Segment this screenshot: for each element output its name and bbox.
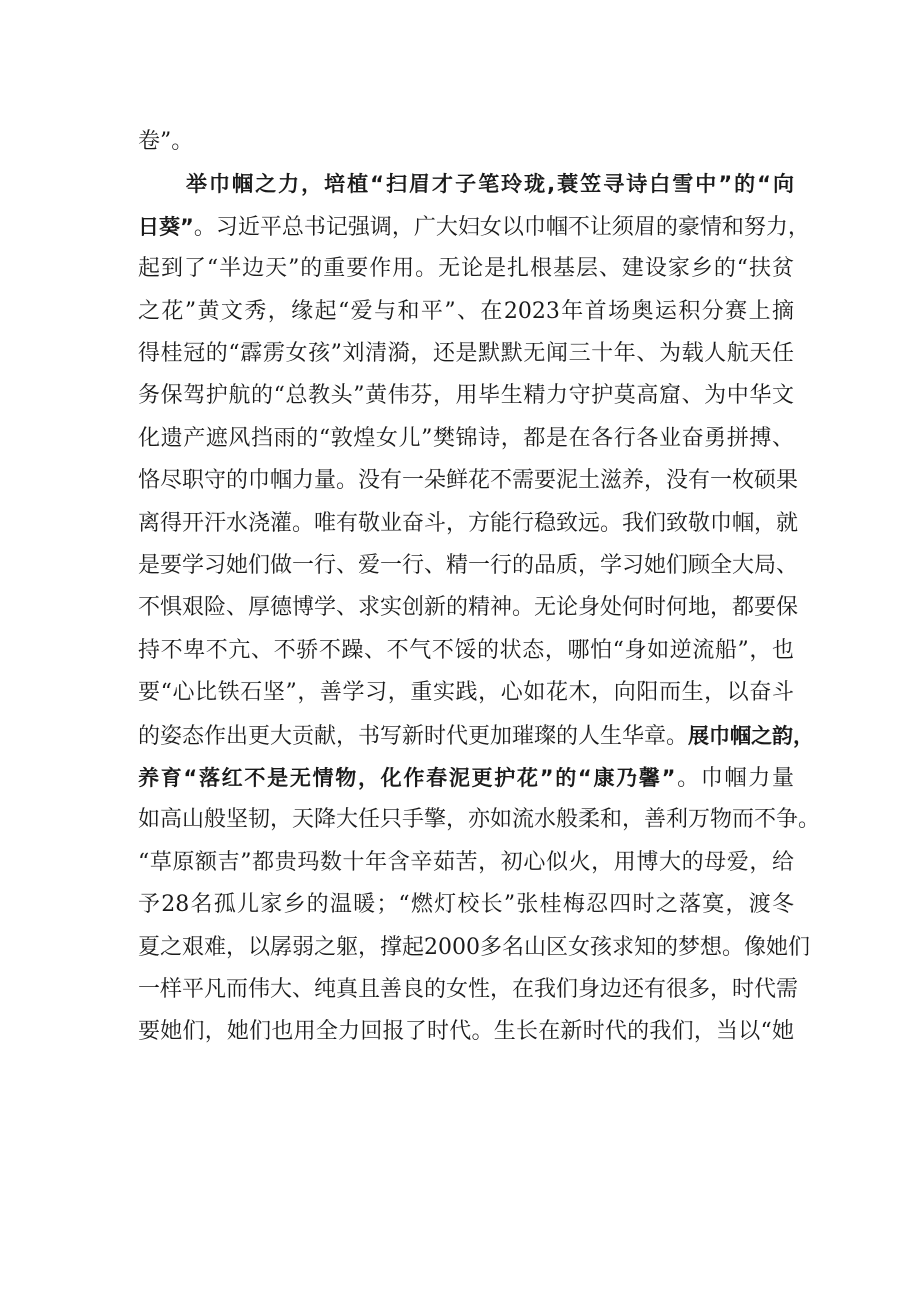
text-line bbox=[138, 761, 794, 795]
text-line bbox=[138, 422, 794, 456]
text-line bbox=[138, 549, 799, 583]
text-line bbox=[138, 125, 794, 159]
text-line bbox=[138, 1015, 794, 1049]
body-text: 夏之艰难，以孱弱之躯，撑起2000多名山区女孩求知的梦想。像她们 bbox=[138, 935, 810, 960]
body-text: 。习近平总书记强调，广大妇女以巾帼不让须眉的豪情和努力， bbox=[193, 215, 810, 240]
text-line bbox=[138, 931, 810, 965]
body-text: 。巾帼力量 bbox=[675, 766, 794, 791]
text-line bbox=[138, 676, 794, 710]
body-text: 不惧艰险、厚德博学、求实创新的精神。无论身处何时何地，都要保 bbox=[138, 595, 799, 620]
text-line bbox=[138, 888, 794, 922]
body-text: 离得开汗水浇灌。唯有敬业奋斗，方能行稳致远。我们致敬巾帼，就 bbox=[138, 511, 799, 536]
body-text: 要她们，她们也用全力回报了时代。生长在新时代的我们，当以“她 bbox=[138, 1019, 794, 1044]
text-line bbox=[186, 167, 794, 201]
text-line bbox=[138, 719, 815, 753]
text-line bbox=[138, 973, 799, 1007]
text-line bbox=[138, 507, 799, 541]
body-text: 的姿态作出更大贡献，书写新时代更加璀璨的人生华章。 bbox=[138, 724, 689, 749]
body-text: 予28名孤儿家乡的温暖；“燃灯校长”张桂梅忍四时之落寞，渡冬 bbox=[138, 892, 794, 917]
text-line bbox=[138, 846, 794, 880]
text-line bbox=[138, 803, 821, 837]
body-text: 持不卑不亢、不骄不躁、不气不馁的状态，哪怕“身如逆流船”，也 bbox=[138, 638, 794, 663]
body-text: 是要学习她们做一行、爱一行、精一行的品质，学习她们顾全大局、 bbox=[138, 553, 799, 578]
body-text: 化遗产遮风挡雨的“敦煌女儿”樊锦诗，都是在各行各业奋勇拼搏、 bbox=[138, 426, 794, 451]
text-line bbox=[138, 295, 794, 329]
body-text: 卷”。 bbox=[138, 129, 194, 154]
body-text: “草原额吉”都贵玛数十年含辛茹苦，初心似火，用博大的母爱，给 bbox=[138, 850, 794, 875]
bold-heading-text: 举巾帼之力，培植“扫眉才子笔玲珑,蓑笠寻诗白雪中”的“向 bbox=[186, 172, 794, 196]
body-text: 恪尽职守的巾帼力量。没有一朵鲜花不需要泥土滋养，没有一枚硕果 bbox=[138, 468, 799, 493]
text-line bbox=[138, 591, 799, 625]
text-line bbox=[138, 252, 794, 286]
text-line bbox=[138, 379, 794, 413]
bold-heading-text: 日葵” bbox=[138, 215, 194, 239]
text-line bbox=[138, 337, 794, 371]
bold-heading-text: 养育“落红不是无情物，化作春泥更护花”的“康乃馨” bbox=[138, 766, 676, 790]
body-text: 务保驾护航的“总教头”黄伟芬，用毕生精力守护莫高窟、为中华文 bbox=[138, 383, 794, 408]
body-text: 如高山般坚韧，天降大任只手擎，亦如流水般柔和，善利万物而不争。 bbox=[138, 807, 821, 832]
text-line bbox=[138, 464, 799, 498]
bold-heading-text: 展巾帼之韵， bbox=[688, 724, 815, 748]
body-text: 得桂冠的“霹雳女孩”刘清漪，还是默默无闻三十年、为载人航天任 bbox=[138, 341, 794, 366]
body-text: 之花”黄文秀，缘起“爱与和平”、在2023年首场奥运积分赛上摘 bbox=[138, 299, 794, 324]
body-text: 要“心比铁石坚”，善学习，重实践，心如花木，向阳而生，以奋斗 bbox=[138, 680, 794, 705]
text-line bbox=[138, 210, 810, 244]
text-line bbox=[138, 634, 794, 668]
body-text: 起到了“半边天”的重要作用。无论是扎根基层、建设家乡的“扶贫 bbox=[138, 256, 794, 281]
body-text: 一样平凡而伟大、纯真且善良的女性，在我们身边还有很多，时代需 bbox=[138, 977, 799, 1002]
